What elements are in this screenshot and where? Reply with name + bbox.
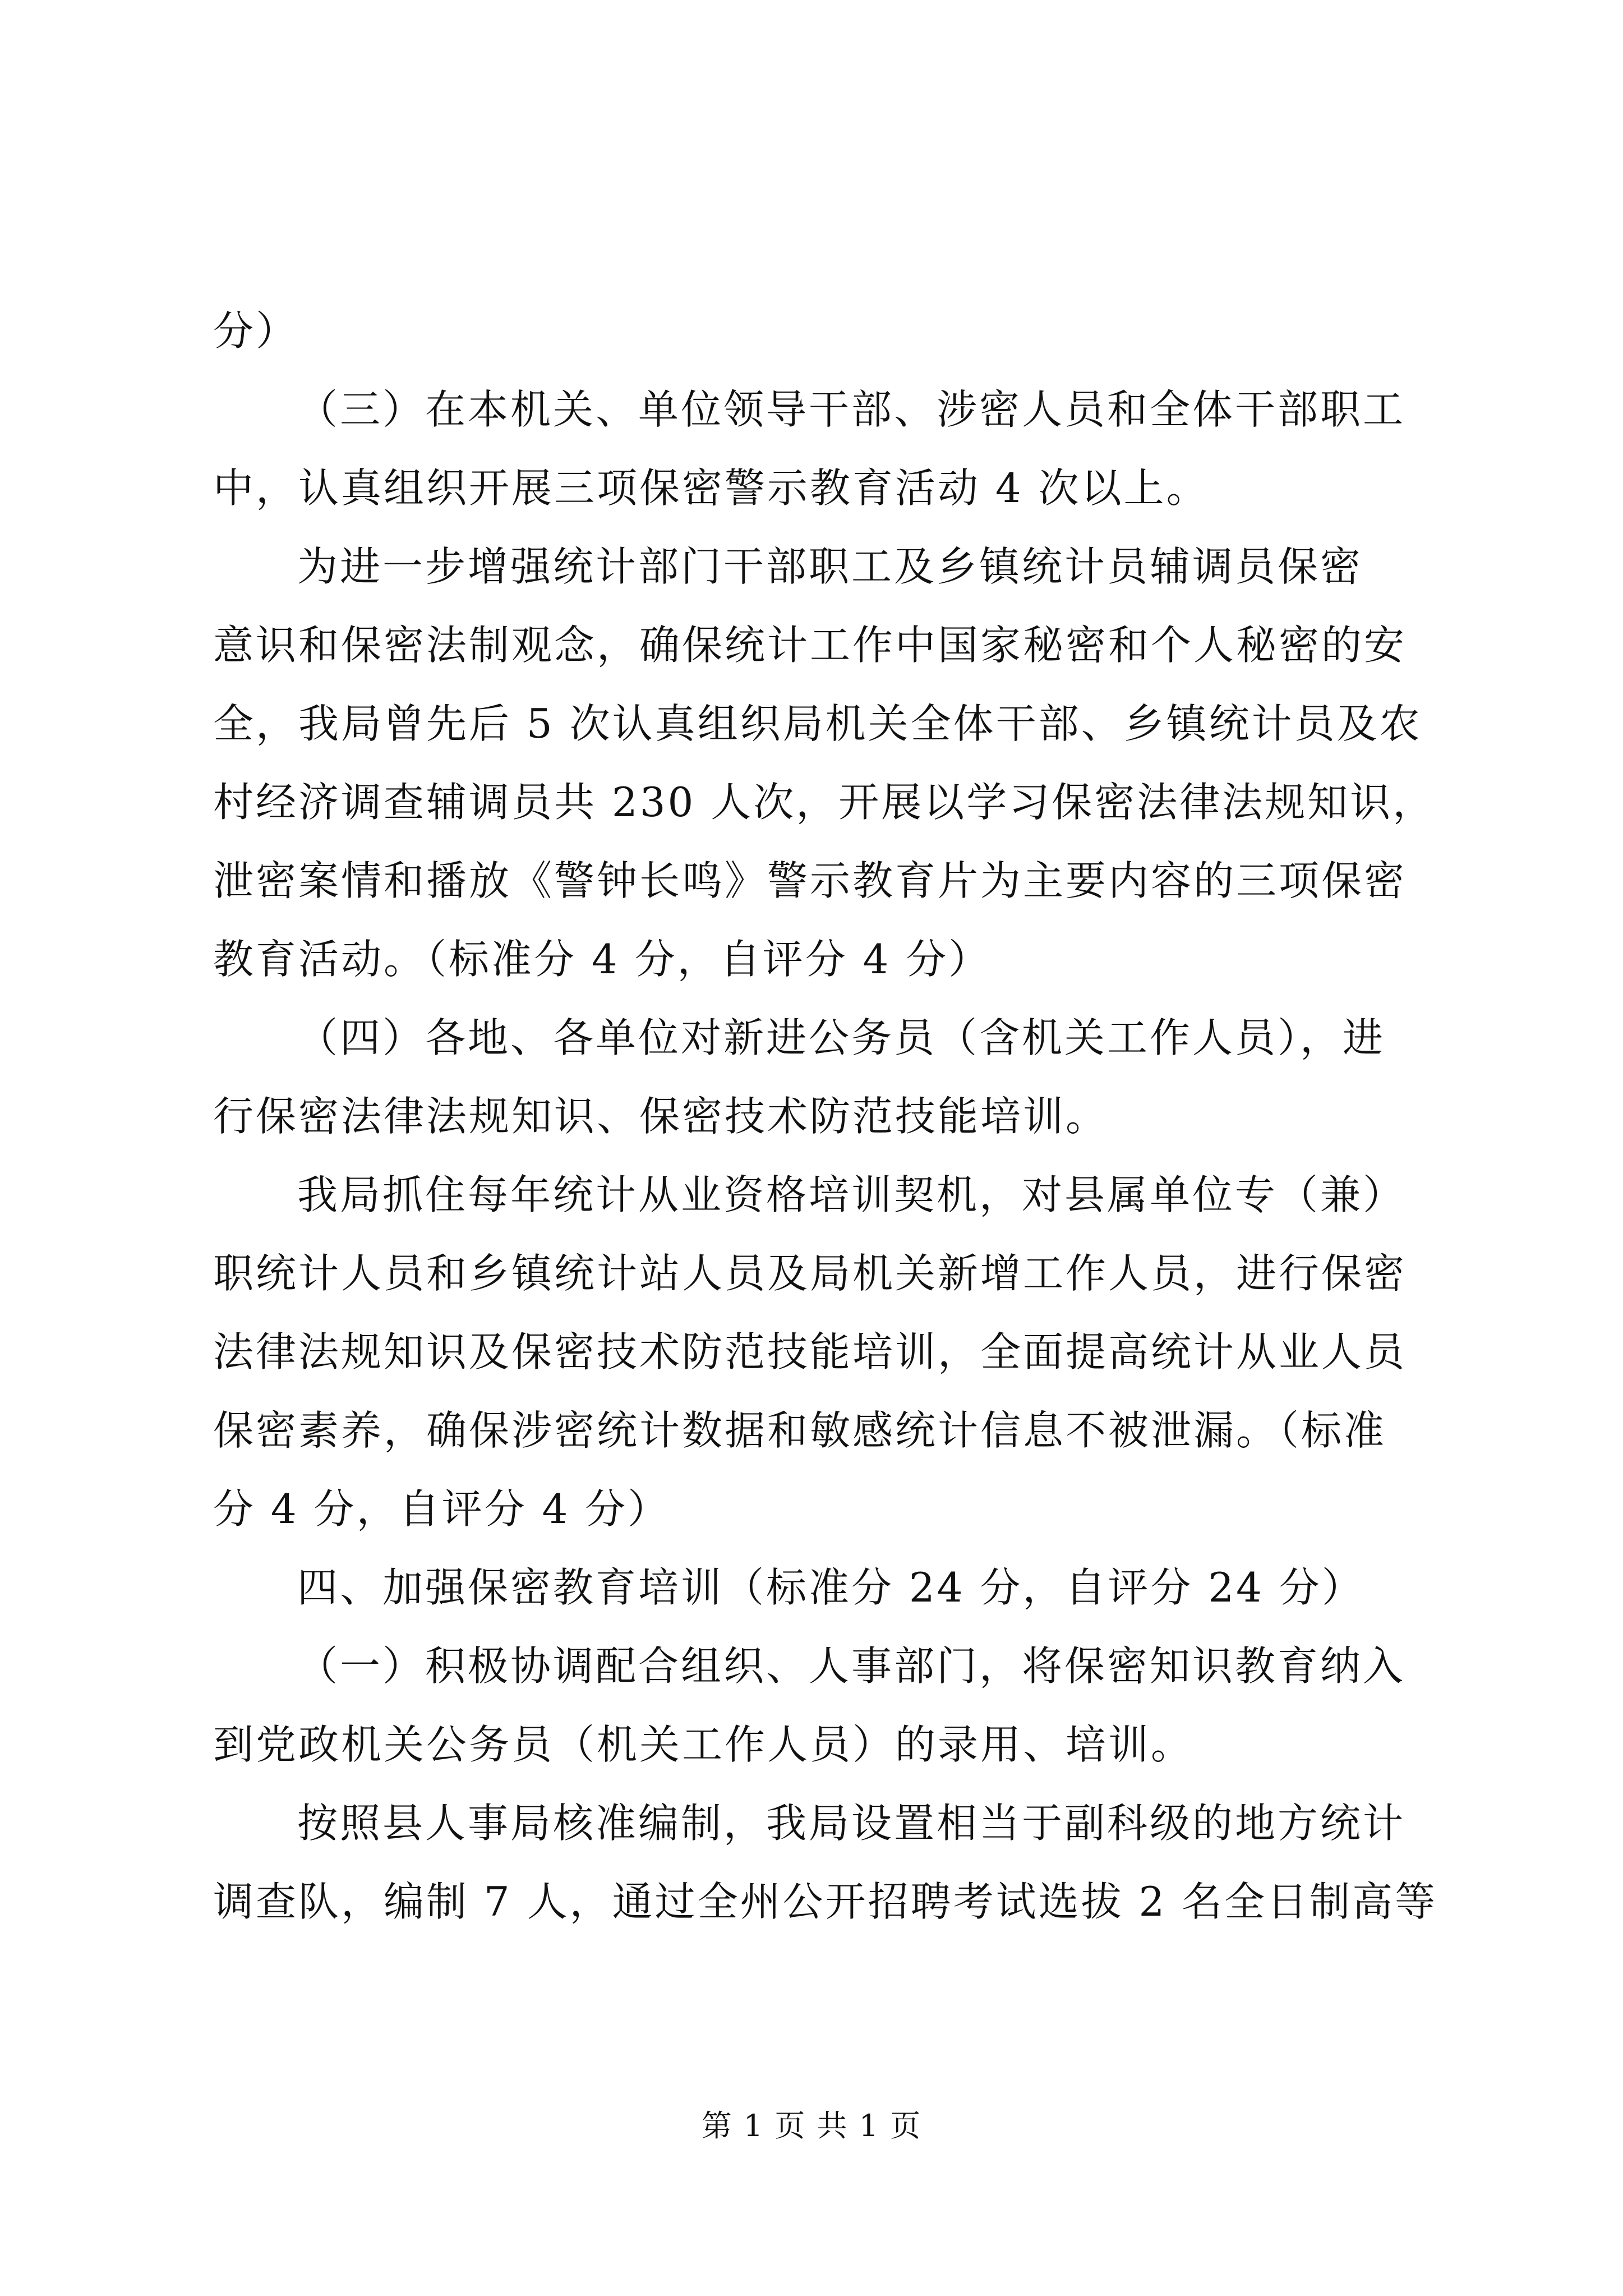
text-line-17: 四、加强保密教育培训（标准分 24 分，自评分 24 分）	[297, 1564, 1364, 1611]
text-line-21: 调查队，编制 7 人，通过全州公开招聘考试选拔 2 名全日制高等	[213, 1878, 1438, 1925]
text-line-3: 中，认真组织开展三项保密警示教育活动 4 次以上。	[213, 464, 1209, 512]
text-line-18: （一）积极协调配合组织、人事部门，将保密知识教育纳入	[297, 1642, 1406, 1690]
text-line-1: 分）	[213, 307, 299, 355]
text-line-16: 分 4 分，自评分 4 分）	[213, 1485, 671, 1533]
text-line-5: 意识和保密法制观念，确保统计工作中国家秘密和个人秘密的安	[213, 622, 1407, 669]
page-number-footer: 第 1 页 共 1 页	[701, 2108, 922, 2143]
text-line-7: 村经济调查辅调员共 230 人次，开展以学习保密法律法规知识，	[213, 779, 1436, 826]
text-line-20: 按照县人事局核准编制，我局设置相当于副科级的地方统计	[297, 1800, 1406, 1847]
text-line-4: 为进一步增强统计部门干部职工及乡镇统计员辅调员保密	[297, 543, 1363, 590]
text-line-9: 教育活动。（标准分 4 分，自评分 4 分）	[213, 936, 992, 983]
text-line-8: 泄密案情和播放《警钟长鸣》警示教育片为主要内容的三项保密	[213, 857, 1407, 904]
text-line-14: 法律法规知识及保密技术防范技能培训，全面提高统计从业人员	[213, 1328, 1407, 1375]
text-line-2: （三）在本机关、单位领导干部、涉密人员和全体干部职工	[297, 386, 1406, 433]
text-line-19: 到党政机关公务员（机关工作人员）的录用、培训。	[213, 1721, 1194, 1768]
text-line-12: 我局抓住每年统计从业资格培训契机，对县属单位专（兼）	[297, 1171, 1406, 1218]
text-line-15: 保密素养，确保涉密统计数据和敏感统计信息不被泄漏。（标准	[213, 1407, 1387, 1454]
text-line-10: （四）各地、各单位对新进公务员（含机关工作人员），进	[297, 1014, 1386, 1061]
text-line-6: 全，我局曾先后 5 次认真组织局机关全体干部、乡镇统计员及农	[213, 700, 1422, 747]
text-line-13: 职统计人员和乡镇统计站人员及局机关新增工作人员，进行保密	[213, 1250, 1407, 1297]
text-line-11: 行保密法律法规知识、保密技术防范技能培训。	[213, 1093, 1109, 1140]
